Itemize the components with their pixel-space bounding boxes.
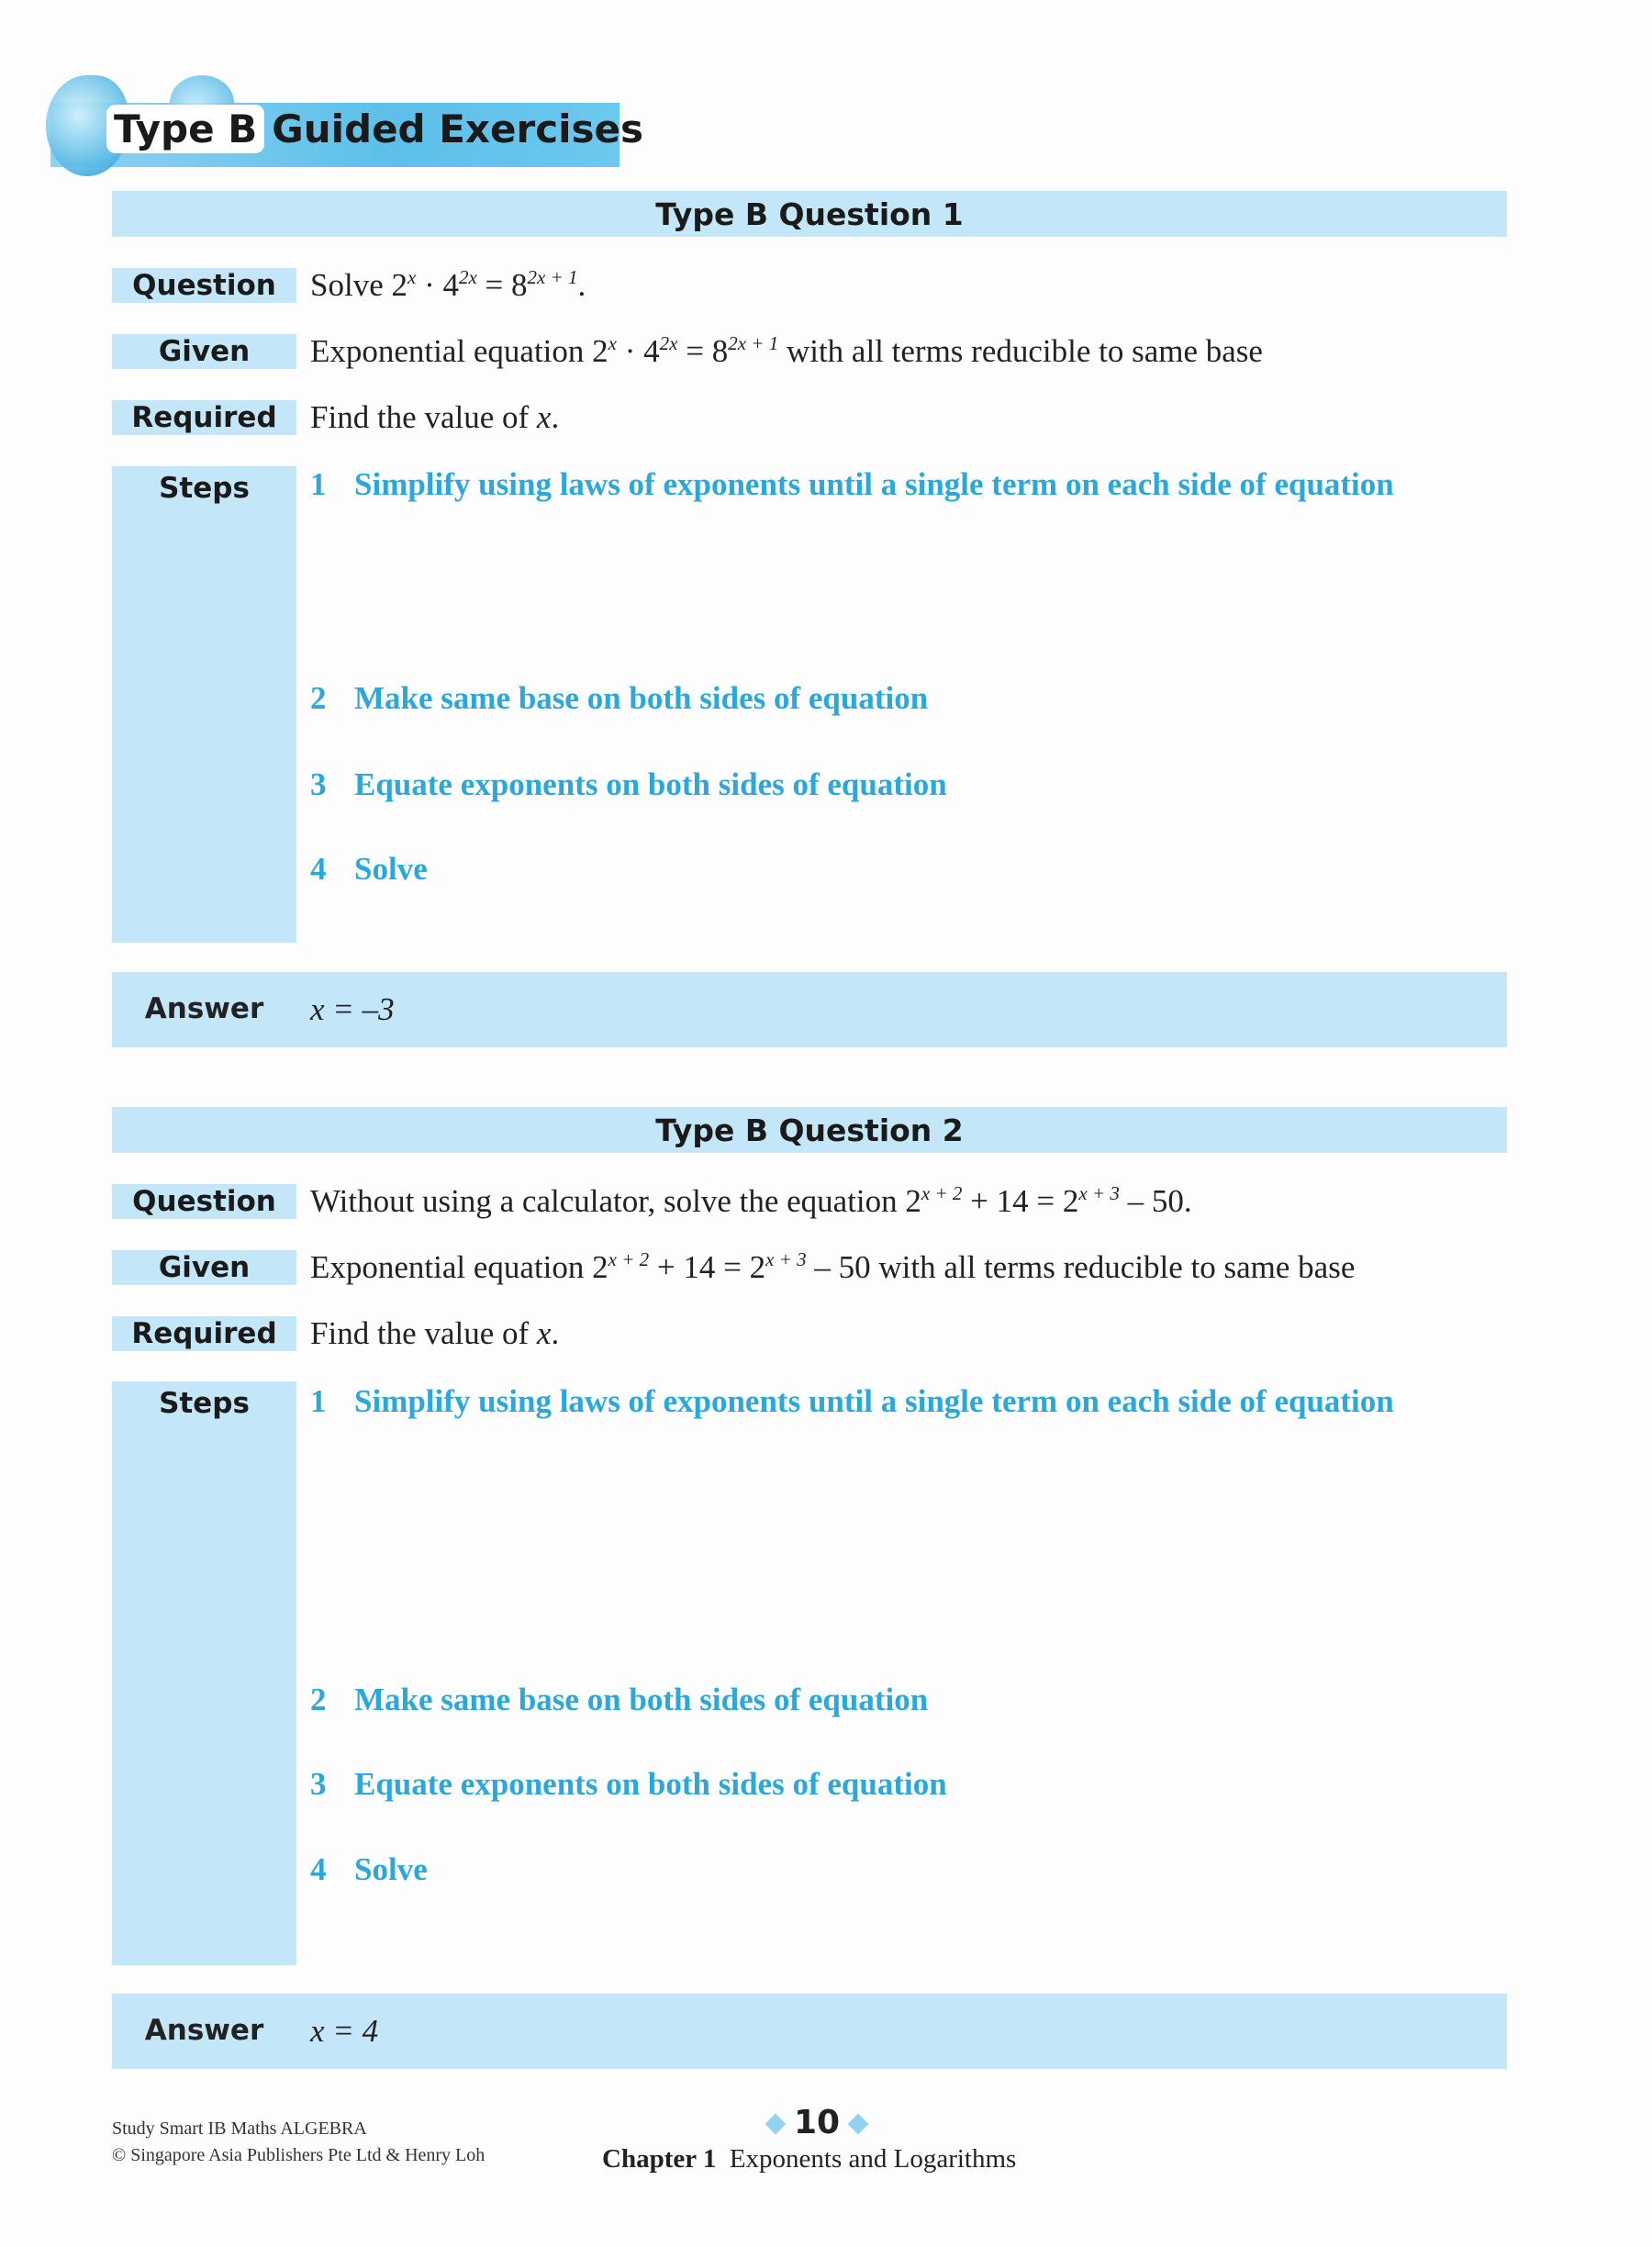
step-text: Make same base on both sides of equation [354,680,929,716]
step-number: 3 [310,766,327,802]
math-segment: – 50. [1119,1183,1192,1219]
required-label: Required [112,400,296,435]
section-title [108,106,643,151]
page-number-text: 10 [793,2104,841,2141]
step-text: Solve [354,1851,428,1887]
math-segment: · 4 [416,267,459,303]
question-1-required [310,400,559,435]
question-2-title: Type B Question 2 [112,1107,1507,1153]
math-segment: = 8 [476,267,528,303]
chapter-label: Chapter 1 [602,2144,717,2174]
step-text: Equate exponents on both sides of equation [354,1766,947,1802]
math-segment: . [577,267,586,303]
math-segment: . [551,399,560,435]
math-segment: Exponential equation 2 [310,333,608,369]
step-text: Make same base on both sides of equation [354,1682,929,1717]
math-segment: Find the value of [310,1315,537,1351]
step-1 [310,1384,1394,1419]
math-segment: + 14 = 2 [649,1249,766,1285]
math-segment: Without using a calculator, solve the equation 2 [310,1183,921,1219]
step-number: 1 [310,1383,327,1419]
question-2-required [310,1316,559,1351]
step-4 [310,1852,428,1887]
step-number: 2 [310,680,327,716]
step-2 [310,681,928,716]
math-segment: 2x [659,332,678,354]
question-1-title: Type B Question 1 [112,191,1507,237]
step-text: Equate exponents on both sides of equation [354,766,947,802]
question-2-answer: x = 4 [310,2013,379,2049]
answer-label: Answer [144,992,264,1025]
math-segment: x [536,1315,552,1351]
step-3 [310,767,947,802]
question-label: Question [112,268,296,303]
question-1-text [310,268,586,303]
chapter-title: Exponents and Logarithms [729,2144,1017,2174]
math-segment: x + 3 [765,1248,807,1270]
footer-book-title: Study Smart IB Maths ALGEBRA [112,2118,367,2139]
given-label: Given [112,1250,296,1285]
step-number: 2 [310,1682,327,1717]
page-number [734,2104,899,2141]
math-segment: 2x + 1 [728,332,779,354]
math-segment: – 50 with all terms reducible to same base [806,1249,1356,1285]
section-title-text: Guided Exercises [272,106,643,151]
math-segment: x [608,332,617,354]
math-segment: x [407,266,417,288]
math-segment: 2x [458,266,477,288]
math-segment: x + 2 [921,1182,963,1204]
step-number: 1 [310,466,327,502]
question-label: Question [112,1184,296,1219]
math-segment: · 4 [616,333,660,369]
steps-label: Steps [112,1381,296,1965]
given-label: Given [112,334,296,369]
steps-label: Steps [112,466,296,943]
question-2-text [310,1184,1192,1219]
math-segment: x + 3 [1078,1182,1120,1204]
math-segment: with all terms reducible to same base [778,333,1263,369]
step-text: Simplify using laws of exponents until a single term on each side of equation [354,466,1394,502]
diamond-icon [765,2114,787,2135]
step-number: 3 [310,1766,327,1802]
chapter-footer [602,2144,1016,2174]
question-1-answer: x = –3 [310,991,395,1027]
step-4 [310,852,428,887]
math-segment: x + 2 [608,1248,650,1270]
type-label: Type B [108,106,262,151]
math-segment: . [551,1315,560,1351]
question-2-given [310,1250,1355,1285]
step-text: Solve [354,851,428,887]
math-segment: + 14 = 2 [962,1183,1079,1219]
math-segment: Solve 2 [310,267,407,303]
math-segment: Exponential equation 2 [310,1249,608,1285]
answer-label: Answer [144,2014,264,2047]
required-label: Required [112,1316,296,1351]
math-segment: 2x + 1 [527,266,578,288]
step-3 [310,1767,947,1802]
math-segment: Find the value of [310,399,537,435]
math-segment: x [536,399,552,435]
step-2 [310,1682,928,1717]
step-1 [310,467,1394,502]
step-text: Simplify using laws of exponents until a single term on each side of equation [354,1383,1394,1419]
step-number: 4 [310,851,327,887]
math-segment: = 8 [677,333,729,369]
diamond-icon [848,2114,869,2135]
footer-copyright: © Singapore Asia Publishers Pte Ltd & Henry Loh [112,2145,486,2165]
question-1-given [310,334,1263,369]
step-number: 4 [310,1851,327,1887]
